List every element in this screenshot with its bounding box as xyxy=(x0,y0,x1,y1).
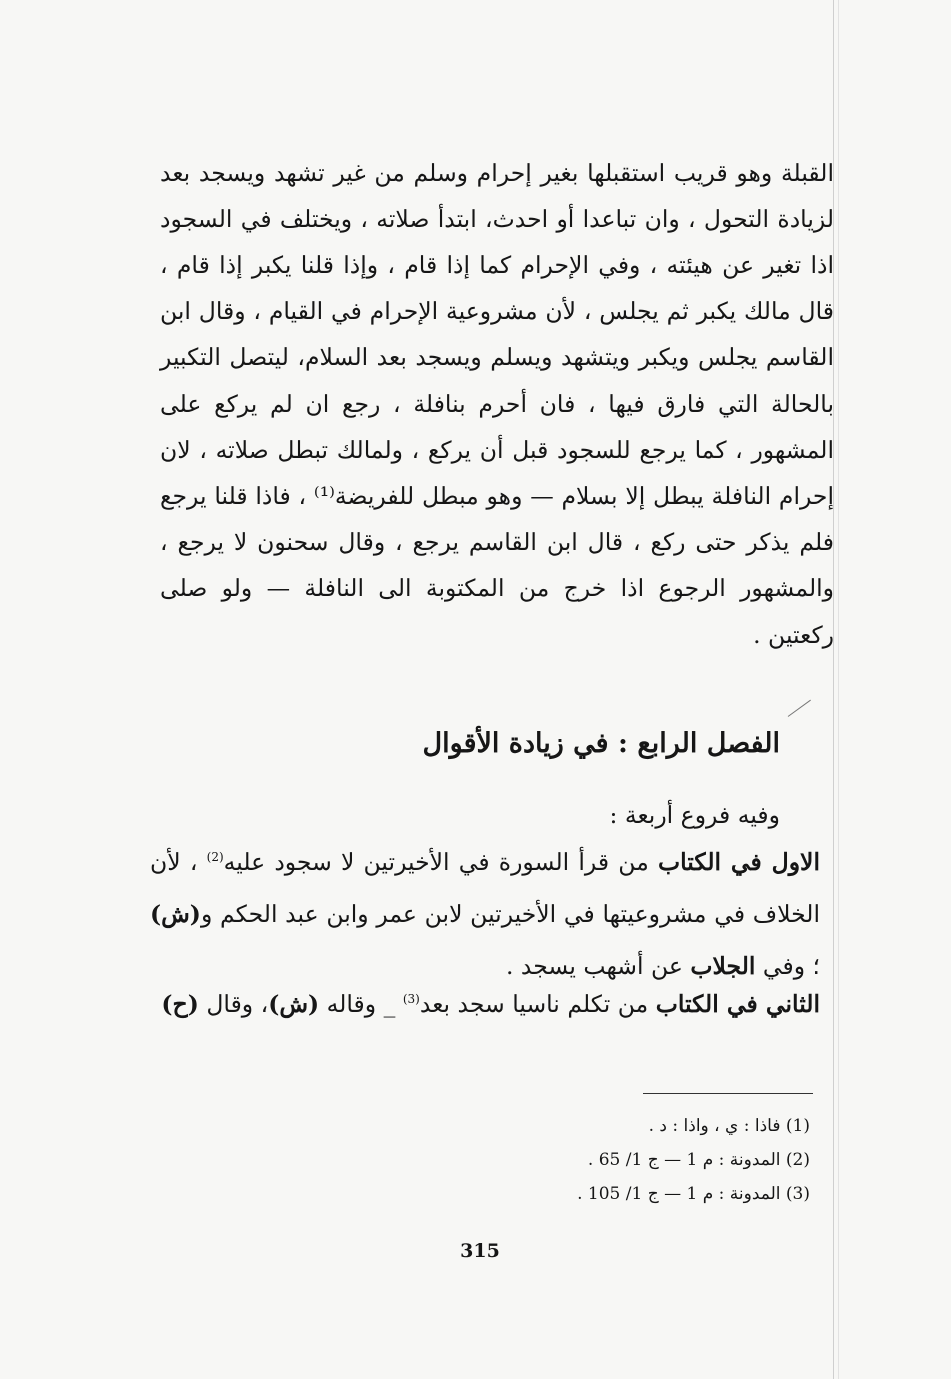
branch-first xyxy=(150,836,820,992)
footnote-3: (3) المدونة : م 1 — ج 1/ 105 . xyxy=(577,1184,810,1204)
body-paragraph: القبلة وهو قريب استقبلها بغير إحرام وسلم من غير تشهد ويسجد بعد لزيادة التحول ، وان تباعدا أو احدث، ابتدأ صلاته ، ويختلف في السجود اذا تغير عن هيئته ، وفي الإحرام كما إذا قام ، وإذا قلنا يكبر إذا قام ، قال مالك يكبر ثم يجلس ، لأن مشروعية الإحرام في القيام ، وقال ابن القاسم يجلس ويكبر ويتشهد ويسلم ويسجد بعد السلام، ليتصل التكبير بالحالة التي فارق فيها ، فان أحرم بنافلة ، رجع ان لم يركع على المشهور ، كما يرجع للسجود قبل أن يركع ، ولمالك تبطل صلاته ، لان إحرام النافلة يبطل إلا بسلام — وهو مبطل للفريضة⁽¹⁾ ، فاذا قلنا يرجع فلم يذكر حتى ركع ، قال ابن القاسم يرجع ، وقال سحنون لا يرجع ، والمشهور الرجوع اذا خرج من المكتوبة الى النافلة — ولو صلى ركعتين . xyxy=(160,158,834,649)
heading-pencil-mark xyxy=(788,700,811,717)
branch-first-text-4: عن أشهب يسجد . xyxy=(505,951,683,980)
branch-second-lead: الثاني في الكتاب xyxy=(655,989,820,1018)
footnote-2: (2) المدونة : م 1 — ج 1/ 65 . xyxy=(587,1150,810,1170)
branch-first-ref-jallab: الجلاب xyxy=(690,951,756,980)
section-intro: وفيه فروع أربعة : xyxy=(609,800,780,829)
branch-second-text-2: _ وقاله xyxy=(326,989,396,1018)
branch-first-ref-shafii: (ش) xyxy=(150,899,201,928)
branch-first-text-2: ، لأن الخلاف في مشروعيتها في الأخيرتين لابن عمر وابن عبد الحكم و xyxy=(150,847,820,928)
page-number: 315 xyxy=(460,1240,500,1262)
footnote-ref-2: (2) xyxy=(206,849,224,864)
page-gutter-shadow xyxy=(838,0,839,1379)
footnote-1: (1) فاذا : ي ، واذا : د . xyxy=(648,1116,810,1136)
branch-first-text-3: ؛ وفي xyxy=(762,951,820,980)
footnote-separator xyxy=(643,1093,813,1094)
branch-second-text-3: ، وقال xyxy=(206,989,269,1018)
branch-first-text: من قرأ السورة في الأخيرتين لا سجود عليه xyxy=(223,847,649,876)
footnote-ref-3: (3) xyxy=(402,991,420,1006)
section-heading: الفصل الرابع : في زيادة الأقوال xyxy=(422,728,780,760)
branch-second-ref-shafii: (ش) xyxy=(268,989,320,1018)
footnotes xyxy=(470,1109,810,1211)
branch-first-lead: الاول في الكتاب xyxy=(657,847,820,876)
branch-second xyxy=(150,978,820,1030)
branch-second-ref-hanafi: (ح) xyxy=(161,989,199,1018)
branch-second-text: من تكلم ناسيا سجد بعد xyxy=(419,989,649,1018)
